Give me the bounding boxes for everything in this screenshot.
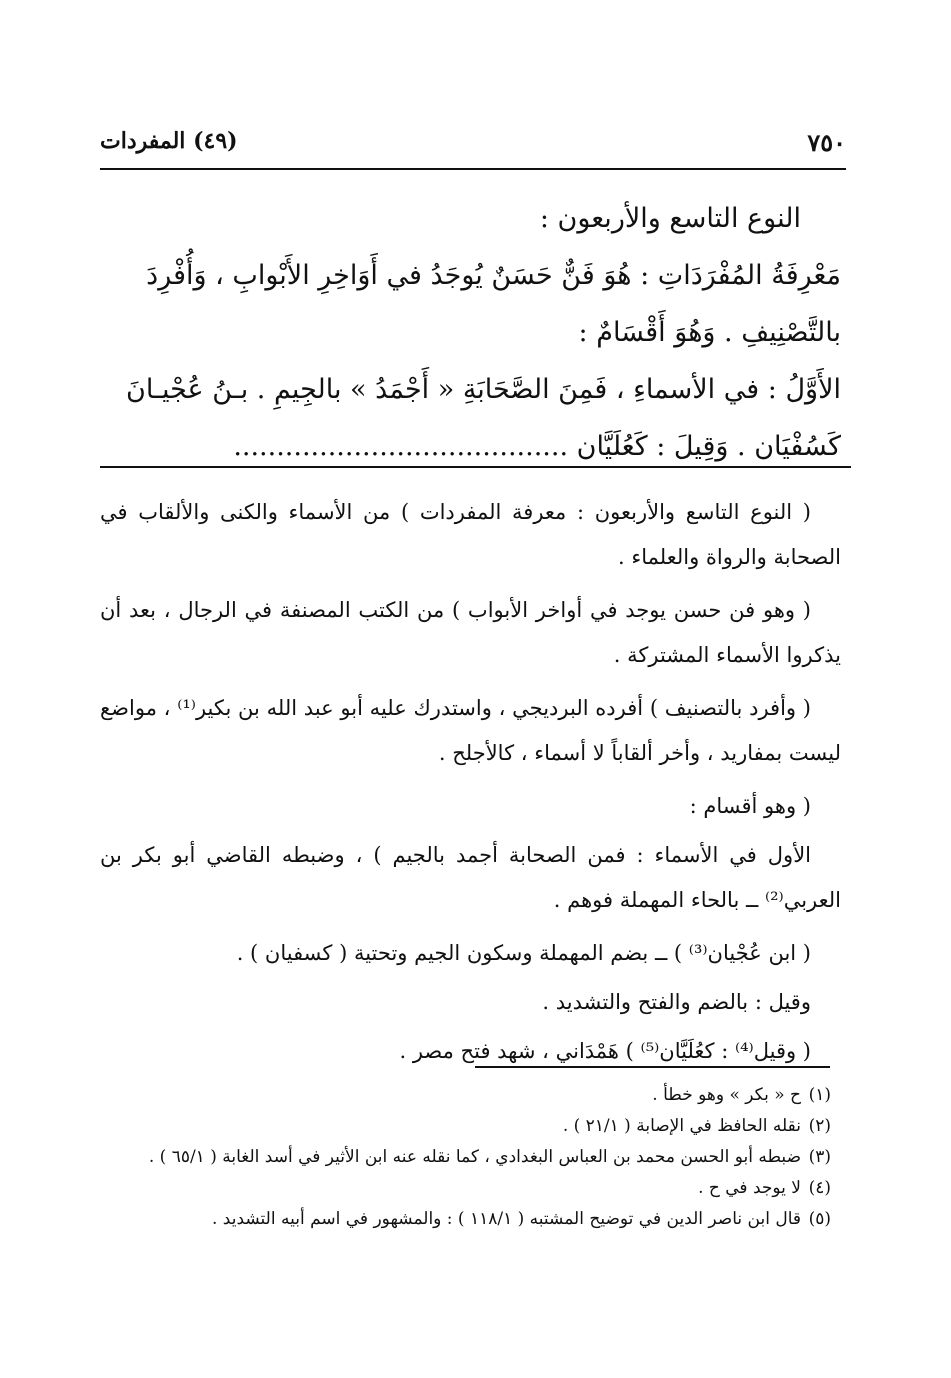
footnote [90, 1173, 831, 1204]
footnotes [90, 1080, 831, 1235]
matn-line-2: بالتَّصْنِيفِ . وَهُوَ أَقْسَامٌ : [578, 317, 841, 348]
footnote [90, 1142, 831, 1173]
running-header [100, 128, 846, 162]
footnote-text: لا يوجد في ح . [698, 1178, 801, 1198]
footnote-text: قال ابن ناصر الدين في توضيح المشتبه ( ١١٨/١ ) : والمشهور في اسم أبيه التشديد . [211, 1209, 801, 1229]
commentary-paragraph: ( وقيل⁽⁴⁾ : كعُلَيَّان⁽⁵⁾ ) هَمْدَاني ، شهد فتح مصر . [399, 1039, 811, 1063]
commentary-paragraph: ( وهو أقسام : [689, 794, 811, 818]
footnote-number: (١) [808, 1085, 831, 1105]
footnote-number: (٢) [808, 1116, 831, 1136]
matn-line-4-text: كَسُفْيَان . وَقِيلَ : كَعُلَيَّان [576, 431, 841, 462]
ellipsis-dots: ....................................... [233, 431, 569, 462]
matn-line-3: الأَوَّلُ : في الأسماءِ ، فَمِنَ الصَّحَابَةِ « أَجْمَدُ » بالجِيمِ . بـنُ عُجْيـانَ [126, 374, 841, 405]
commentary-paragraph: ( وأفرد بالتصنيف ) أفرده البرديجي ، واستدرك عليه أبو عبد الله بن بكير⁽¹⁾ ، مواضع ليست بمفاريد ، وأخر ألقاباً لا أسماء ، كالأجلح . [100, 696, 841, 765]
footnote-divider [475, 1066, 830, 1068]
footnote-text: ح « بكر » وهو خطأ . [652, 1085, 801, 1105]
commentary-divider [100, 466, 851, 468]
main-text [100, 190, 841, 475]
footnote [90, 1080, 831, 1111]
footnote-number: (٥) [808, 1209, 831, 1229]
commentary-paragraph: وقيل : بالضم والفتح والتشديد . [542, 990, 811, 1014]
matn-line-1: مَعْرِفَةُ المُفْرَدَاتِ : هُوَ فَنٌّ حَسَنٌ يُوجَدُ في أَوَاخِرِ الأَبْوابِ ، وَأُفْرِدَ [146, 260, 841, 291]
footnote [90, 1111, 831, 1142]
commentary-text [100, 490, 841, 1082]
matn-heading: النوع التاسع والأربعون : [539, 203, 801, 234]
footnote-text: نقله الحافظ في الإصابة ( ٢١/١ ) . [562, 1116, 801, 1136]
commentary-paragraph: ( وهو فن حسن يوجد في أواخر الأبواب ) من الكتب المصنفة في الرجال ، بعد أن يذكروا الأسماء المشتركة . [100, 598, 841, 667]
chapter-title: (٤٩) المفردات [100, 128, 238, 154]
footnote [90, 1204, 831, 1235]
commentary-paragraph: الأول في الأسماء : فمن الصحابة أجمد بالجيم ) ، وضبطه القاضي أبو بكر بن العربي⁽²⁾ ــ بالحاء المهملة فوهم . [100, 843, 841, 912]
page-number: ٧٥٠ [807, 128, 846, 157]
footnote-number: (٣) [808, 1147, 831, 1167]
commentary-paragraph: ( ابن عُجْيان⁽³⁾ ) ــ بضم المهملة وسكون الجيم وتحتية ( كسفيان ) . [236, 941, 811, 965]
footnote-text: ضبطه أبو الحسن محمد بن العباس البغدادي ، كما نقله عنه ابن الأثير في أسد الغابة ( ٦٥/١ ) . [148, 1147, 801, 1167]
commentary-paragraph: ( النوع التاسع والأربعون : معرفة المفردات ) من الأسماء والكنى والألقاب في الصحابة والرواة والعلماء . [100, 500, 841, 569]
footnote-number: (٤) [808, 1178, 831, 1198]
header-divider [100, 168, 846, 170]
